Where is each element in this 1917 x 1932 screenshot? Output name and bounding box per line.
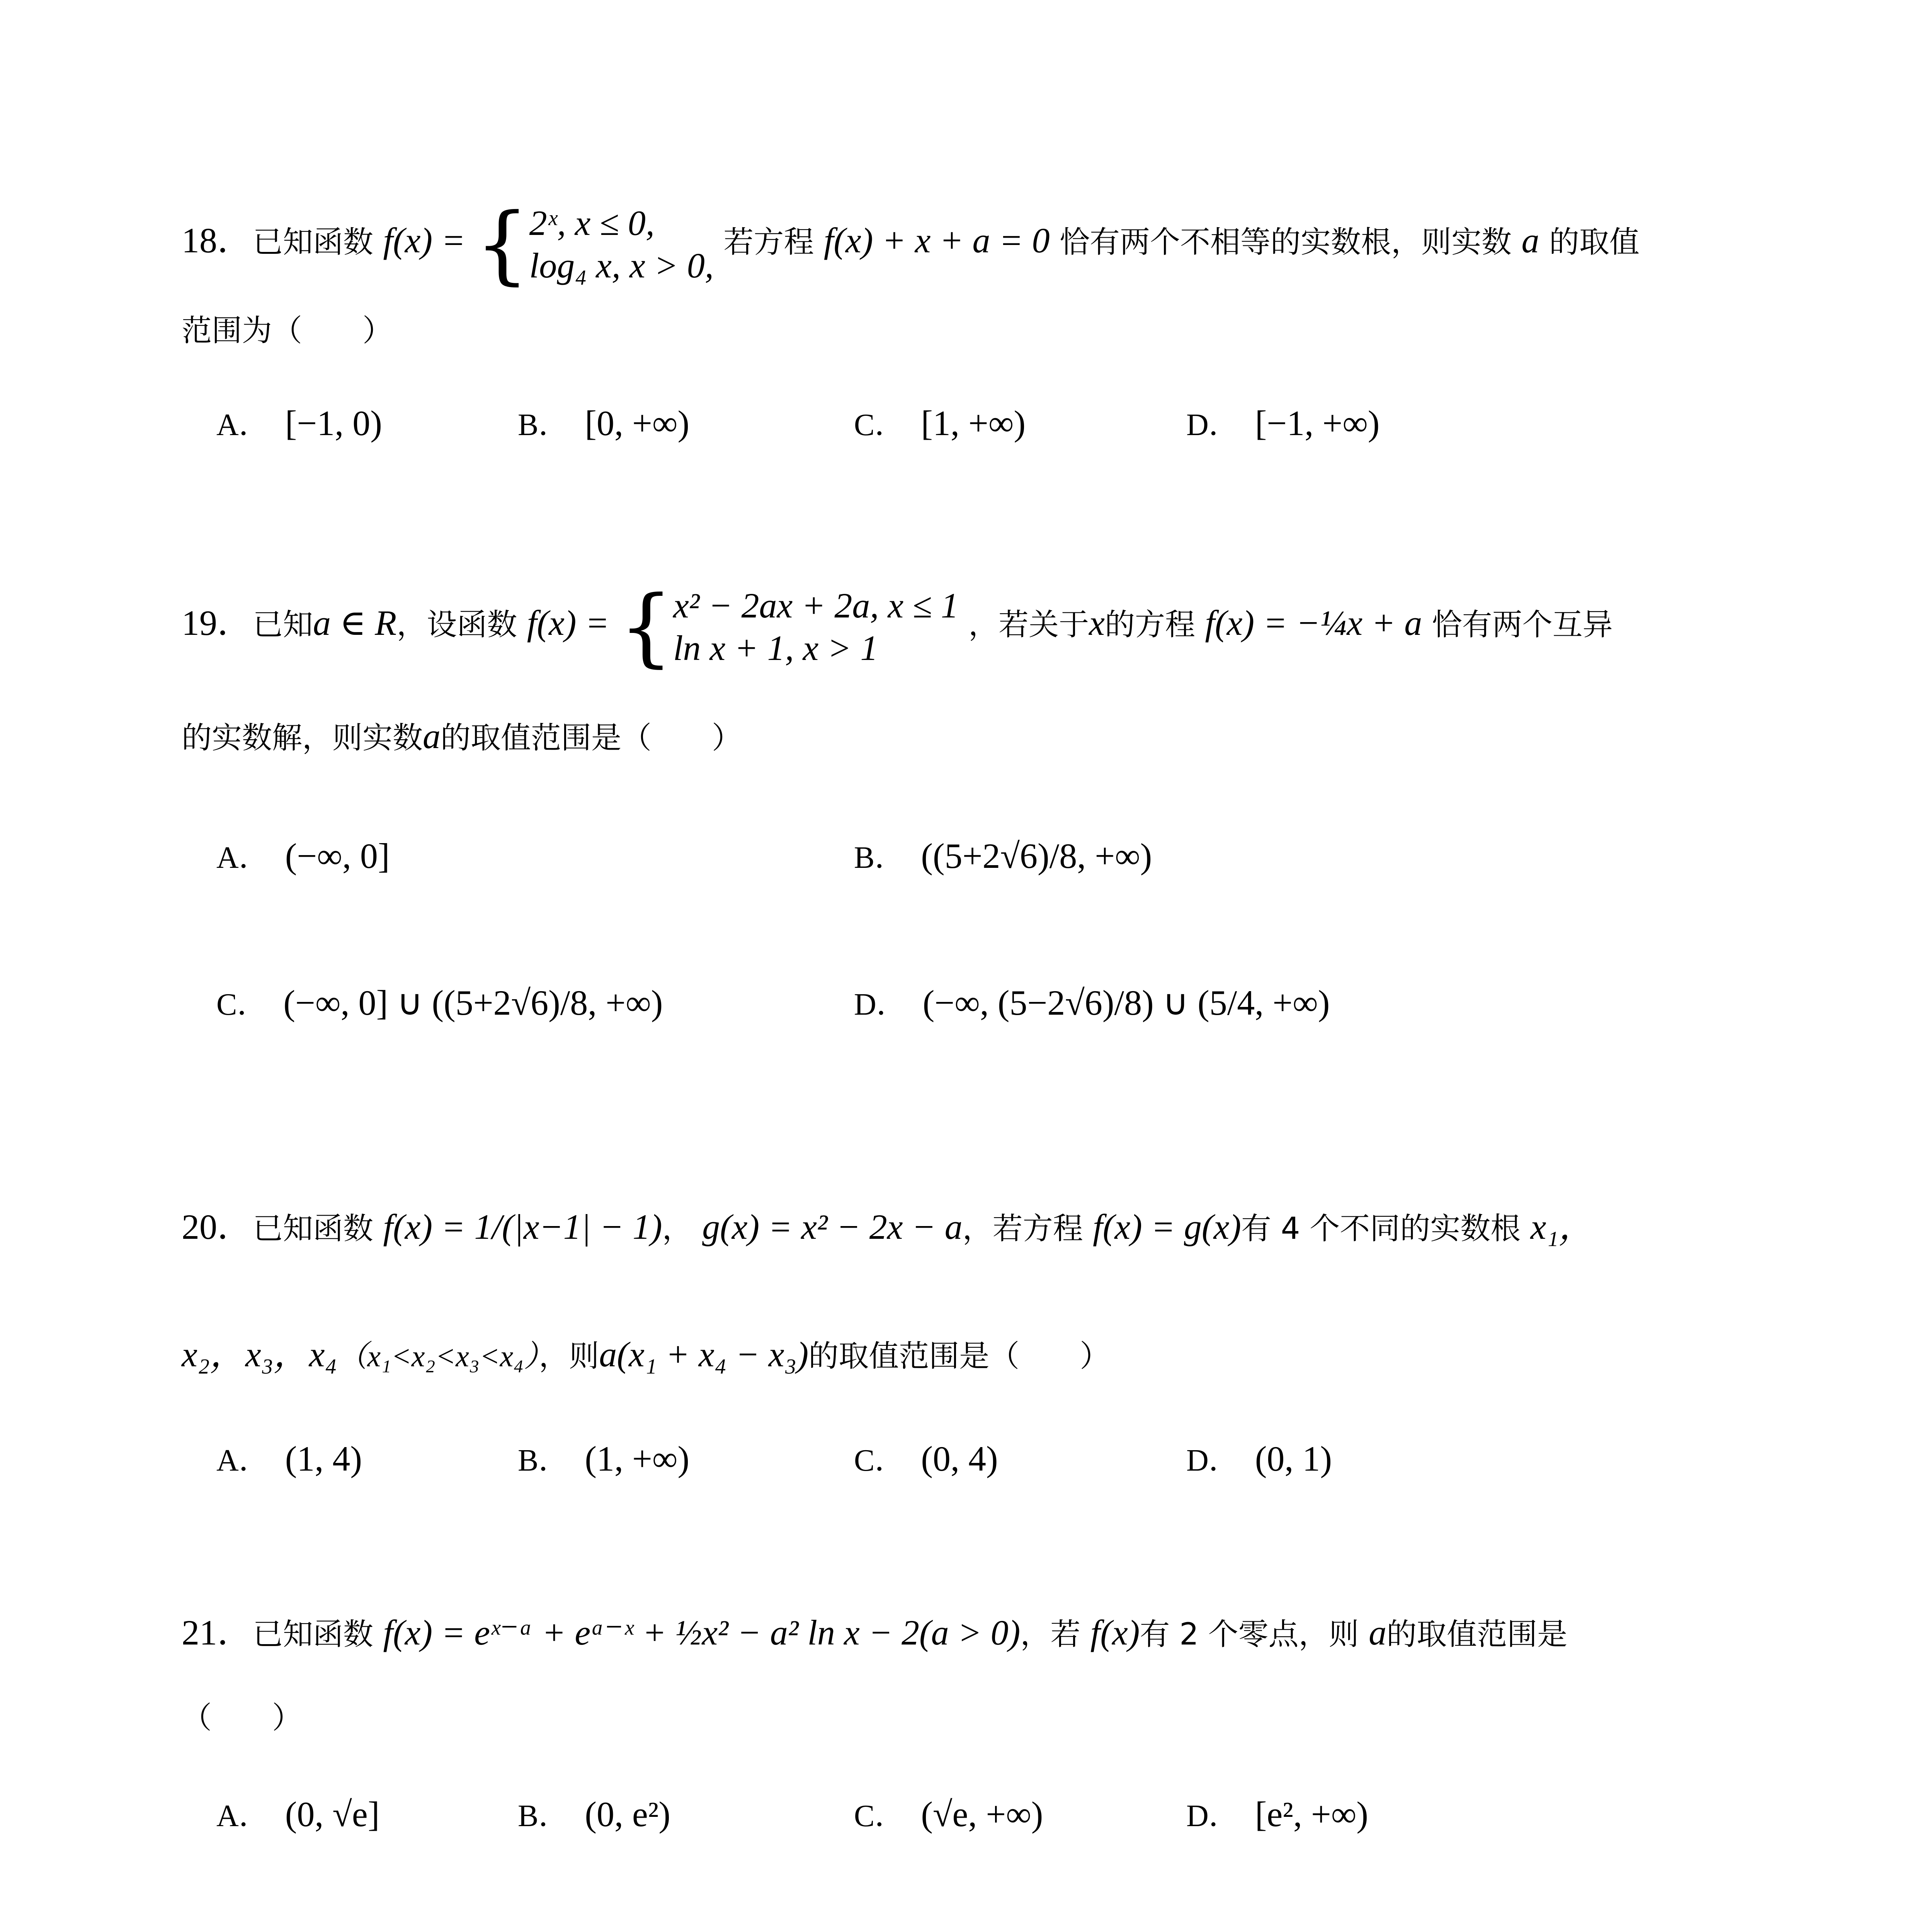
q19-option-b[interactable]: B． ((5+2√6)/8, +∞)	[854, 836, 1152, 876]
q18-number: 18．	[182, 221, 253, 260]
q19-line2: 的实数解，则实数a的取值范围是（ ）	[182, 716, 742, 756]
q21-number: 21．	[182, 1613, 253, 1652]
q18-option-d[interactable]: D． [−1, +∞)	[1186, 403, 1380, 443]
q20-number: 20．	[182, 1207, 253, 1247]
q21-option-d[interactable]: D． [e², +∞)	[1186, 1794, 1368, 1834]
q21-option-b[interactable]: B． (0, e²)	[518, 1794, 671, 1834]
q19-line1: 19．已知a ∈ R，设函数 f(x) = { x² − 2ax + 2a, x ≤ 1 ln x + 1, x > 1 ，若关于x的方程 f(x) = −¼x + a 恰有两个互异	[182, 576, 1613, 678]
q19-piecewise: { x² − 2ax + 2a, x ≤ 1 ln x + 1, x > 1	[619, 577, 959, 676]
q18-option-b[interactable]: B． [0, +∞)	[518, 403, 690, 443]
q18-line1: 18．已知函数 f(x) = { 2ˣ, x ≤ 0, log₄ x, x > 0, 若方程 f(x) + x + a = 0 恰有两个不相等的实数根，则实数 a 的取值	[182, 193, 1640, 295]
q20-line1: 20．已知函数 f(x) = 1/(|x−1| − 1)， g(x) = x² − 2x − a，若方程 f(x) = g(x)有 4 个不同的实数根 x₁，	[182, 1207, 1594, 1247]
q20-option-d[interactable]: D． (0, 1)	[1186, 1439, 1332, 1478]
q21-line2: （ ）	[182, 1701, 303, 1735]
q21-line1: 21．已知函数 f(x) = eˣ⁻ᵃ + eᵃ⁻ˣ + ½x² − a² ln x − 2(a > 0)，若 f(x)有 2 个零点，则 a的取值范围是	[182, 1613, 1568, 1652]
q20-option-b[interactable]: B． (1, +∞)	[518, 1439, 690, 1478]
q18-line2: 范围为（ ）	[182, 313, 393, 348]
q21-option-c[interactable]: C． (√e, +∞)	[854, 1794, 1043, 1834]
q19-option-a[interactable]: A． (−∞, 0]	[216, 836, 390, 876]
q20-option-a[interactable]: A． (1, 4)	[216, 1439, 362, 1478]
q18-option-c[interactable]: C． [1, +∞)	[854, 403, 1026, 443]
q19-option-c[interactable]: C． (−∞, 0] ∪ ((5+2√6)/8, +∞)	[216, 983, 663, 1022]
q19-number: 19．	[182, 603, 253, 643]
q20-line2: x₂，x₃，x₄（x₁<x₂<x₃<x₄），则a(x₁ + x₄ − x₃)的取值范围是（ ）	[182, 1335, 1110, 1374]
q19-option-d[interactable]: D． (−∞, (5−2√6)/8) ∪ (5/4, +∞)	[854, 983, 1330, 1022]
q20-option-c[interactable]: C． (0, 4)	[854, 1439, 998, 1478]
q21-option-a[interactable]: A． (0, √e]	[216, 1794, 380, 1834]
q18-option-a[interactable]: A． [−1, 0)	[216, 403, 382, 443]
q18-piecewise: { 2ˣ, x ≤ 0, log₄ x, x > 0,	[475, 195, 714, 294]
